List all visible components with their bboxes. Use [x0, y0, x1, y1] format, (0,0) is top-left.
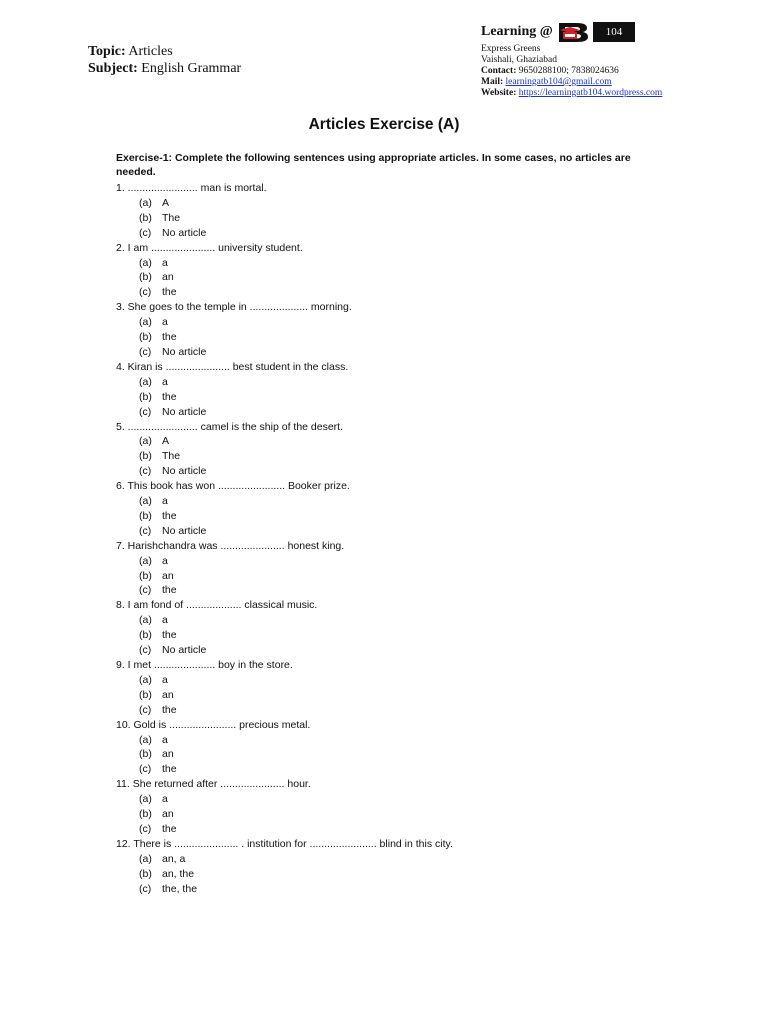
- option-text: a: [162, 375, 168, 388]
- option-label: (c): [139, 822, 152, 835]
- option-label: (a): [139, 614, 152, 627]
- answer-option: [116, 256, 656, 271]
- option-label: (a): [139, 673, 152, 686]
- answer-option: [116, 852, 656, 867]
- subject-label: Subject:: [88, 61, 138, 76]
- answer-option: [116, 613, 656, 628]
- option-text: the: [162, 286, 177, 299]
- option-label: (c): [139, 703, 152, 716]
- answer-option: [116, 211, 656, 226]
- option-text: No article: [162, 465, 207, 478]
- option-label: (a): [139, 256, 152, 269]
- option-text: the: [162, 763, 177, 776]
- brand-number-badge: 104: [593, 22, 636, 42]
- option-label: (c): [139, 405, 152, 418]
- option-text: a: [162, 793, 168, 806]
- answer-option: [116, 643, 656, 658]
- option-label: (b): [139, 509, 152, 522]
- answer-option: [116, 628, 656, 643]
- brand-row: [481, 20, 741, 44]
- option-text: a: [162, 554, 168, 567]
- option-label: (b): [139, 629, 152, 642]
- option-text: a: [162, 316, 168, 329]
- answer-option: [116, 315, 656, 330]
- option-text: A: [162, 196, 170, 209]
- brand-mail-line: [481, 77, 741, 88]
- answer-option: [116, 524, 656, 539]
- brand-website-line: [481, 88, 741, 99]
- answer-option: [116, 807, 656, 822]
- answer-option: [116, 569, 656, 584]
- question-text: 12. There is ...................... . institution for ....................... blind in this city.: [116, 837, 453, 850]
- topic-value: Articles: [128, 44, 173, 59]
- topic-subject-block: [88, 43, 241, 77]
- subject-line: [88, 60, 241, 77]
- option-label: (b): [139, 331, 152, 344]
- exercise-intro: Exercise-1: Complete the following sentences using appropriate articles. In some cases, no articles are needed.: [116, 152, 631, 178]
- option-label: (b): [139, 748, 152, 761]
- option-label: (c): [139, 584, 152, 597]
- option-label: (a): [139, 793, 152, 806]
- option-label: (b): [139, 688, 152, 701]
- option-text: the: [162, 629, 177, 642]
- answer-option: [116, 464, 656, 479]
- topic-line: [88, 43, 241, 60]
- mail-label: Mail:: [481, 77, 504, 87]
- option-text: an: [162, 271, 174, 284]
- option-label: (c): [139, 644, 152, 657]
- contact-value: 9650288100; 7838024636: [518, 66, 619, 76]
- website-link[interactable]: https://learningatb104.wordpress.com: [518, 88, 663, 98]
- option-label: (b): [139, 450, 152, 463]
- answer-option: [116, 867, 656, 882]
- website-label: Website:: [481, 88, 517, 98]
- option-label: (b): [139, 271, 152, 284]
- brand-address-line1: Express Greens: [481, 44, 541, 54]
- answer-option: [116, 688, 656, 703]
- option-label: (a): [139, 196, 152, 209]
- option-label: (c): [139, 465, 152, 478]
- answer-option: [116, 583, 656, 598]
- option-label: (a): [139, 375, 152, 388]
- brand-address-line2: Vaishali, Ghaziabad: [481, 55, 557, 65]
- option-text: No article: [162, 405, 207, 418]
- option-text: a: [162, 495, 168, 508]
- answer-option: [116, 375, 656, 390]
- option-text: The: [162, 450, 181, 463]
- answer-option: [116, 792, 656, 807]
- question-text: 11. She returned after ...................... hour.: [116, 778, 311, 791]
- question-text: 5. ........................ camel is the ship of the desert.: [116, 420, 344, 433]
- option-label: (a): [139, 733, 152, 746]
- answer-option: [116, 270, 656, 285]
- question-text: 10. Gold is ....................... precious metal.: [116, 718, 311, 731]
- answer-option: [116, 822, 656, 837]
- answer-option: [116, 882, 656, 897]
- option-text: a: [162, 733, 168, 746]
- option-text: a: [162, 614, 168, 627]
- question-text: 6. This book has won ....................... Booker prize.: [116, 480, 350, 493]
- option-text: an, the: [162, 867, 195, 880]
- option-text: the: [162, 822, 177, 835]
- answer-option: [116, 285, 656, 300]
- answer-option: [116, 747, 656, 762]
- option-label: (a): [139, 554, 152, 567]
- option-label: (c): [139, 763, 152, 776]
- option-label: (b): [139, 867, 152, 880]
- answer-option: [116, 196, 656, 211]
- option-text: an, a: [162, 852, 186, 865]
- answer-option: [116, 405, 656, 420]
- option-label: (a): [139, 495, 152, 508]
- answer-option: [116, 226, 656, 241]
- option-label: (a): [139, 316, 152, 329]
- topic-label: Topic:: [88, 44, 126, 59]
- option-label: (a): [139, 435, 152, 448]
- option-text: a: [162, 673, 168, 686]
- answer-option: [116, 494, 656, 509]
- option-text: an: [162, 808, 174, 821]
- answer-option: [116, 330, 656, 345]
- subject-value: English Grammar: [141, 61, 242, 76]
- question-text: 3. She goes to the temple in .................... morning.: [116, 301, 352, 314]
- answer-option: [116, 762, 656, 777]
- option-label: (a): [139, 852, 152, 865]
- option-label: (c): [139, 345, 152, 358]
- option-text: No article: [162, 345, 207, 358]
- question-text: 7. Harishchandra was ...................... honest king.: [116, 539, 345, 552]
- option-label: (c): [139, 882, 152, 895]
- option-text: a: [162, 256, 168, 269]
- answer-option: [116, 554, 656, 569]
- page-title: Articles Exercise (A): [308, 116, 460, 133]
- option-text: the: [162, 331, 177, 344]
- question-text: 9. I met ..................... boy in the store.: [116, 659, 293, 671]
- exercise-content: [116, 151, 656, 897]
- option-text: The: [162, 211, 181, 224]
- option-text: an: [162, 688, 174, 701]
- option-label: (c): [139, 286, 152, 299]
- option-text: an: [162, 569, 174, 582]
- answer-option: [116, 703, 656, 718]
- option-text: the, the: [162, 882, 198, 895]
- question-text: 2. I am ...................... university student.: [116, 241, 303, 254]
- option-text: an: [162, 748, 174, 761]
- answer-option: [116, 733, 656, 748]
- question-list: [116, 181, 656, 897]
- contact-label: Contact:: [481, 66, 517, 76]
- option-label: (b): [139, 211, 152, 224]
- brand-contact-line: [481, 66, 741, 77]
- option-label: (c): [139, 226, 152, 239]
- question-text: 4. Kiran is ...................... best student in the class.: [116, 360, 349, 373]
- option-label: (b): [139, 390, 152, 403]
- option-label: (c): [139, 524, 152, 537]
- brand-block: [481, 20, 741, 99]
- option-text: No article: [162, 644, 207, 657]
- answer-option: [116, 449, 656, 464]
- option-label: (b): [139, 808, 152, 821]
- option-text: No article: [162, 524, 207, 537]
- answer-option: [116, 345, 656, 360]
- answer-option: [116, 390, 656, 405]
- option-text: the: [162, 509, 177, 522]
- option-text: the: [162, 703, 177, 716]
- question-text: 1. ........................ man is mortal.: [116, 182, 267, 194]
- option-text: A: [162, 435, 170, 448]
- brand-name: Learning @: [481, 24, 553, 39]
- brand-logo-icon: [557, 21, 591, 43]
- option-text: the: [162, 584, 177, 597]
- option-text: the: [162, 390, 177, 403]
- option-text: No article: [162, 226, 207, 239]
- mail-link[interactable]: learningatb104@gmail.com: [505, 77, 612, 87]
- answer-option: [116, 509, 656, 524]
- option-label: (b): [139, 569, 152, 582]
- question-text: 8. I am fond of ................... classical music.: [116, 599, 318, 612]
- answer-option: [116, 434, 656, 449]
- answer-option: [116, 673, 656, 688]
